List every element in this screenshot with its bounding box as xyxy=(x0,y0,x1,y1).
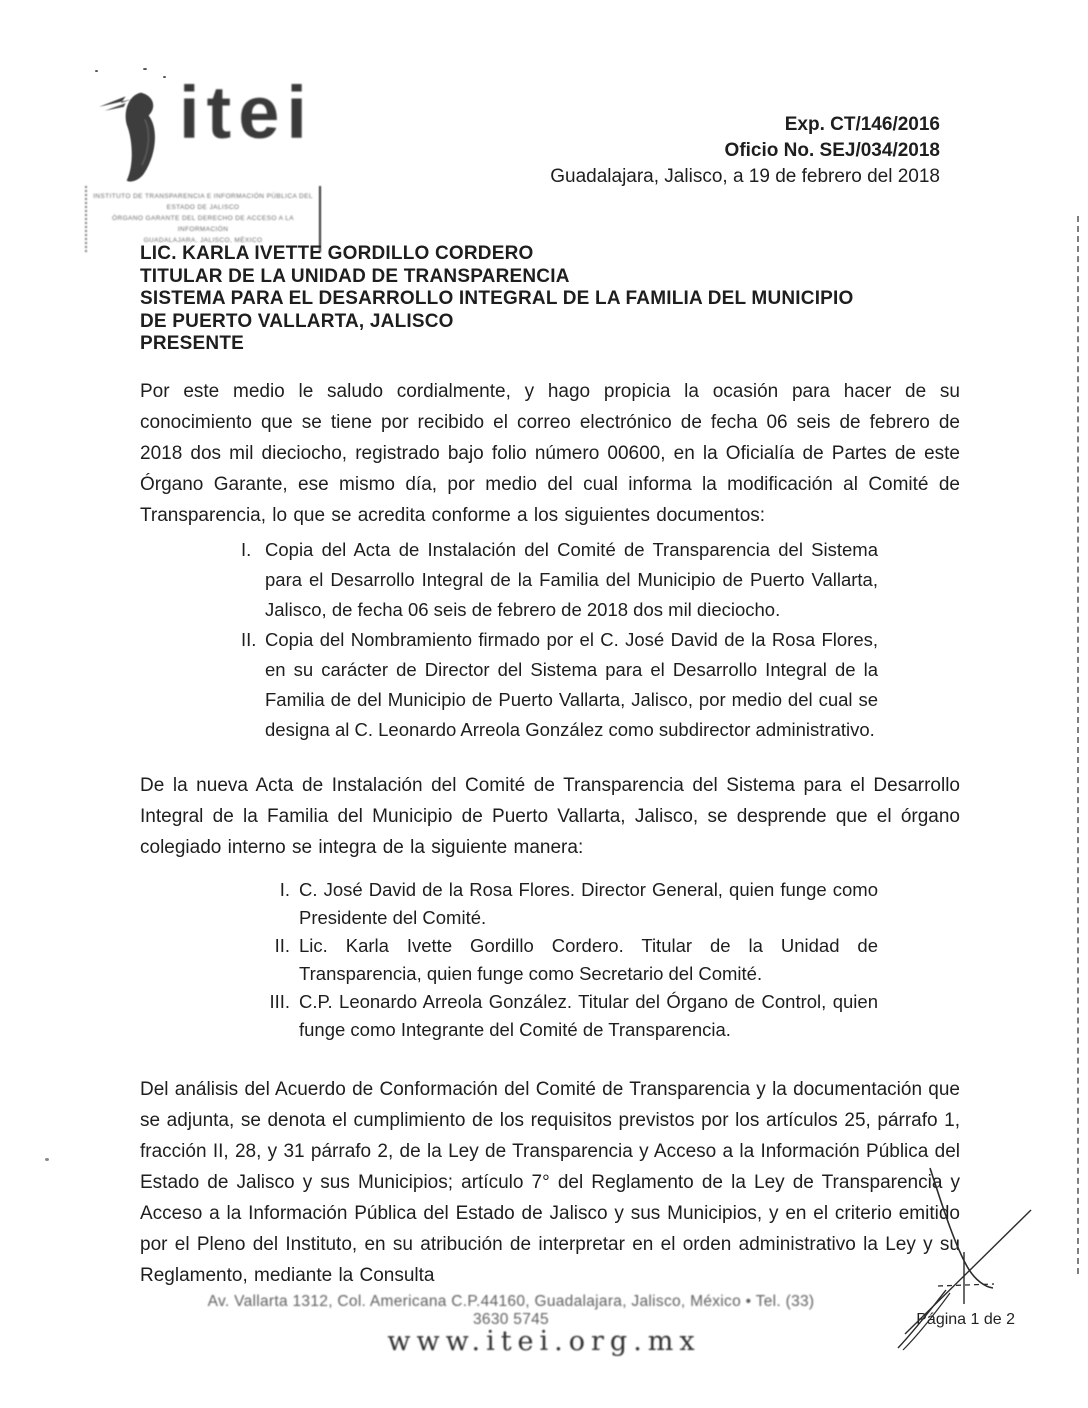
scan-speck xyxy=(163,76,166,78)
addressee-block xyxy=(140,243,960,356)
institute-line: ÓRGANO GARANTE DEL DERECHO DE ACCESO A LA INFORMACIÓN xyxy=(112,215,294,233)
paragraph-analysis: Del análisis del Acuerdo de Conformación del Comité de Transparencia y la documentación que se adjunta, se denota el cumplimiento de los requisitos previstos por los artículos 25, párrafo 1, fracción II, 28, y 31 párrafo 2, de la Ley de Transparencia y Acceso a la Información Pública del Estado de Jalisco y sus Municipios; artículo 7° del Reglamento de la Ley de Transparencia y Acceso a la Información Pública del Estado de Jalisco y sus Municipios, y en el criterio emitido por el Pleno del Instituto, en su atribución de interpretar en el orden administrativo la Ley y su Reglamento, mediante la Consulta xyxy=(140,1078,960,1286)
addressee-title: TITULAR DE LA UNIDAD DE TRANSPARENCIA xyxy=(140,265,570,287)
list-item-numeral: I. xyxy=(279,878,290,900)
oficio-number: Oficio No. SEJ/034/2018 xyxy=(724,140,940,161)
date-line: Guadalajara, Jalisco, a 19 de febrero del 2018 xyxy=(550,166,940,187)
list-item-text: Lic. Karla Ivette Gordillo Cordero. Titular de la Unidad de Transparencia, quien funge como Secretario del Comité. xyxy=(299,934,878,984)
paragraph-acta: De la nueva Acta de Instalación del Comité de Transparencia del Sistema para el Desarrollo Integral de la Familia del Municipio de Puerto Vallarta, Jalisco, se desprende que el órgano colegiado interno se integra de la siguiente manera: xyxy=(140,774,960,858)
list-item-text: Copia del Nombramiento firmado por el C. José David de la Rosa Flores, en su carácter de Director del Sistema para el Desarrollo Integral de la Familia de del Municipio de Puerto Vallarta, Jalisco, por medio del cual se designa al C. Leonardo Arreola González como subdirector administrativo. xyxy=(265,628,878,740)
committee-members-list xyxy=(256,876,878,1044)
page-indicator: Página 1 de 2 xyxy=(916,1311,1015,1328)
list-item-numeral: II. xyxy=(241,628,257,650)
addressee-org-2: DE PUERTO VALLARTA, JALISCO xyxy=(140,310,454,332)
addressee-name: LIC. KARLA IVETTE GORDILLO CORDERO xyxy=(140,243,534,264)
presente-label: PRESENTE xyxy=(140,333,245,354)
list-item-numeral: III. xyxy=(269,990,290,1012)
list-item-numeral: II. xyxy=(274,934,290,956)
hummingbird-logo-icon xyxy=(97,80,183,195)
list-item-numeral: I. xyxy=(241,538,252,560)
expediente-number: Exp. CT/146/2016 xyxy=(784,114,940,135)
list-item xyxy=(241,535,878,625)
scan-speck xyxy=(95,70,98,72)
list-item-text: C.P. Leonardo Arreola González. Titular del Órgano de Control, quien funge como Integrante del Comité de Transparencia. xyxy=(299,990,878,1040)
footer-website: www.itei.org.mx xyxy=(387,1326,701,1357)
list-item xyxy=(256,876,878,932)
scan-speck xyxy=(143,68,147,70)
list-item-text: C. José David de la Rosa Flores. Director General, quien funge como Presidente del Comité. xyxy=(299,878,878,928)
list-item xyxy=(241,625,878,745)
list-item xyxy=(256,932,878,988)
scan-speck xyxy=(45,1158,49,1161)
footer-address: Av. Vallarta 1312, Col. Americana C.P.44160, Guadalajara, Jalisco, México • Tel. (33) 3630 5745 xyxy=(207,1293,815,1328)
list-item-text: Copia del Acta de Instalación del Comité de Transparencia del Sistema para el Desarrollo Integral de la Familia del Municipio de Puerto Vallarta, Jalisco, de fecha 06 seis de febrero de 2018 dos mil dieciocho. xyxy=(265,538,878,620)
reference-block xyxy=(550,112,940,190)
paragraph-intro: Por este medio le saludo cordialmente, y hago propicia la ocasión para hacer de su conocimiento que se tiene por recibido el correo electrónico de fecha 06 seis de febrero de 2018 dos mil dieciocho, registrado bajo folio número 00600, en la Oficialía de Partes de este Órgano Garante, ese mismo día, por medio del cual informa la modificación al Comité de Transparencia, lo que se acredita conforme a los siguientes documentos: xyxy=(140,380,960,526)
institute-line: INSTITUTO DE TRANSPARENCIA E INFORMACIÓN PÚBLICA DEL ESTADO DE JALISCO xyxy=(93,193,313,211)
documents-list xyxy=(241,535,878,745)
institute-line: GUADALAJARA, JALISCO, MÉXICO xyxy=(143,237,263,244)
logo-wordmark: itei xyxy=(179,71,314,154)
list-item xyxy=(256,988,878,1044)
scan-edge-artifact xyxy=(1077,216,1079,1274)
addressee-org: SISTEMA PARA EL DESARROLLO INTEGRAL DE LA FAMILIA DEL MUNICIPIO xyxy=(140,288,854,309)
letter-body xyxy=(140,243,960,1291)
